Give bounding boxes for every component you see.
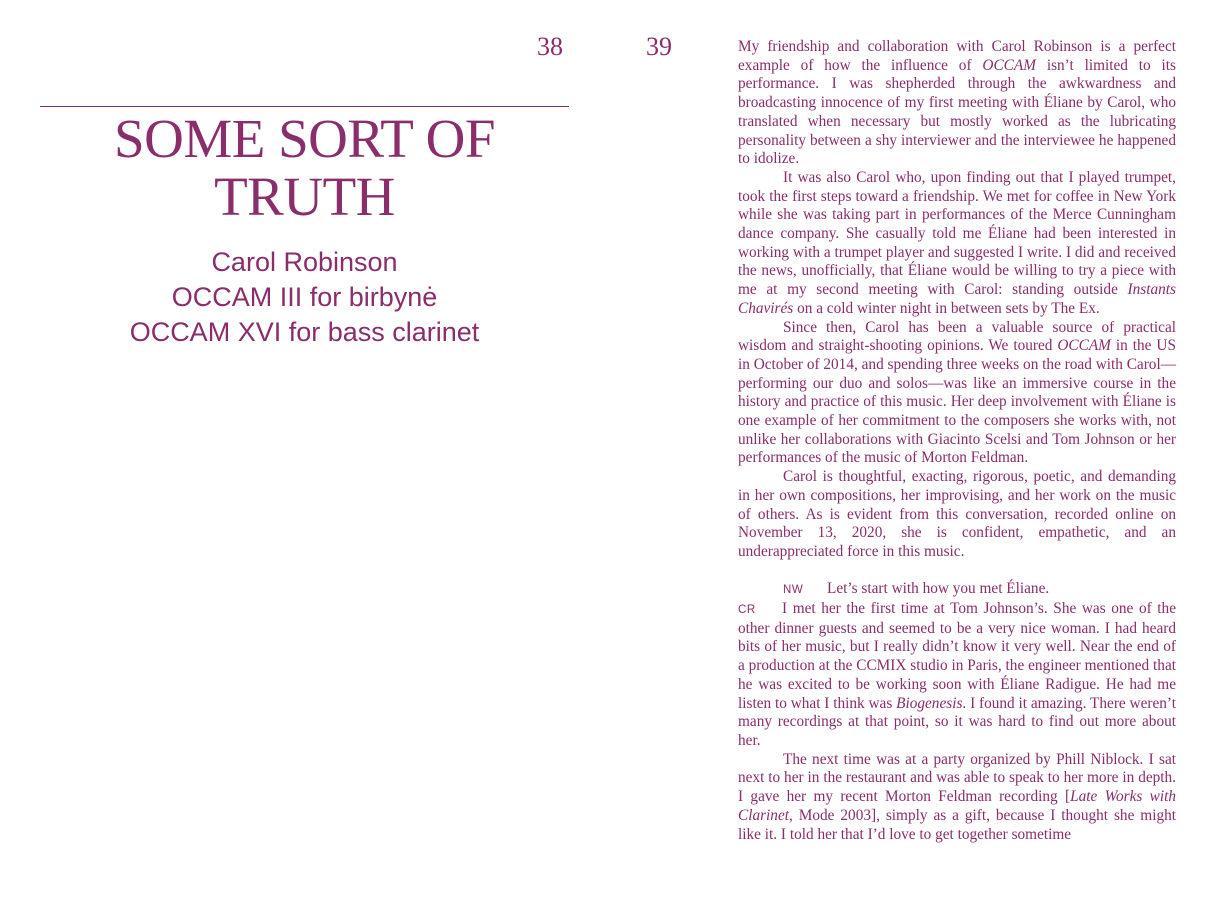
chapter-title-line-2: TRUTH <box>214 166 395 227</box>
interview-answer-1 <box>738 600 1176 751</box>
chapter-subtitle <box>40 245 569 350</box>
text-run: My friendship and collaboration with Carol Robinson is a perfect example of how the influence of <box>738 38 1176 74</box>
intro-paragraph-3 <box>738 319 1176 469</box>
text-run: It was also Carol who, upon finding out that I played trumpet, took the first steps toward a friendship. We met for coffee in New York while she was taking part in performances of the Merce Cunningham dance company. She casually told me Éliane had been interested in working with a trumpet player and suggested I write. I did and received the news, unofficially, that Éliane would be willing to try a piece with me at my second meeting with Carol: standing outside <box>738 168 1176 299</box>
venue-name: Instants Chavirés <box>738 281 1176 317</box>
subtitle-work-1: OCCAM III for birbynė <box>171 282 438 312</box>
page-number-left: 38 <box>537 32 563 61</box>
page-number-right: 39 <box>646 32 672 61</box>
text-run: Since then, Carol has been a valuable source of practical wisdom and straight-shooting opinions. We toured <box>738 318 1176 355</box>
intro-paragraph-1 <box>738 38 1176 169</box>
text-run: isn’t limited to its performance. I was shepherded through the awkwardness and broadcasting innocence of my first meeting with Éliane by Carol, who translated when necessary but mostly worked as the lubricating personality between a shy interviewer and the interviewee he happened to idolize. <box>738 56 1177 168</box>
text-run: I met her the first time at Tom Johnson’s. She was one of the other dinner guests and seemed to be a very nice woman. I had heard bits of her music, but I really didn’t know it very well. Near the end of a production at the CCMIX studio in Paris, the engineer mentioned that he was excited to be working soon with Éliane Radigue. He had me listen to what I think was <box>738 600 1176 712</box>
subtitle-work-2: OCCAM XVI for bass clarinet <box>129 317 480 347</box>
speaker-label-cr: CR <box>738 604 756 617</box>
text-run: on a cold winter night in between sets by The Ex. <box>793 299 1100 317</box>
text-run: The next time was at a party organized by Phill Niblock. I sat next to her in the restaurant and was able to speak to her more in depth. I gave her my recent Morton Feldman recording [ <box>738 750 1176 806</box>
album-title: Late Works with Clarinet <box>738 788 1176 824</box>
chapter-title-line-1: SOME SORT OF <box>114 108 495 169</box>
intro-paragraph-4: Carol is thoughtful, exacting, rigorous, poetic, and demanding in her own compositions, her improvising, and her work on the music of others. As is evident from this conversation, recorded online on November 13, 2020, she is confident, empathetic, and an underappreciated force in this music. <box>738 468 1176 560</box>
work-title: OCCAM <box>1057 337 1111 355</box>
subtitle-author: Carol Robinson <box>211 247 398 277</box>
chapter-title <box>40 110 569 226</box>
body-text <box>738 38 1176 844</box>
work-title: Biogenesis <box>896 694 963 712</box>
interview-question-1 <box>738 580 1176 600</box>
title-rule <box>40 106 569 107</box>
question-text: Let’s start with how you met Éliane. <box>827 580 1050 598</box>
speaker-label-nw: NW <box>783 584 804 597</box>
text-run: . I found it amazing. There weren’t many recordings at that point, so it was hard to find out more about her. <box>738 694 1176 749</box>
work-title: OCCAM <box>982 56 1036 74</box>
intro-paragraph-2 <box>738 169 1176 319</box>
interview-answer-1-continued <box>738 751 1176 845</box>
text-run: in the US in October of 2014, and spending three weeks on the road with Carol—performing our duo and solos—was like an immersive course in the history and practice of this music. Her deep involvement with Éliane is one example of her commitment to the composers she works with, not unlike her collaborations with Giacinto Scelsi and Tom Johnson or her performances of the music of Morton Feldman. <box>738 337 1176 467</box>
text-run: , Mode 2003], simply as a gift, because I thought she might like it. I told her that I’d love to get together sometime <box>738 806 1176 843</box>
